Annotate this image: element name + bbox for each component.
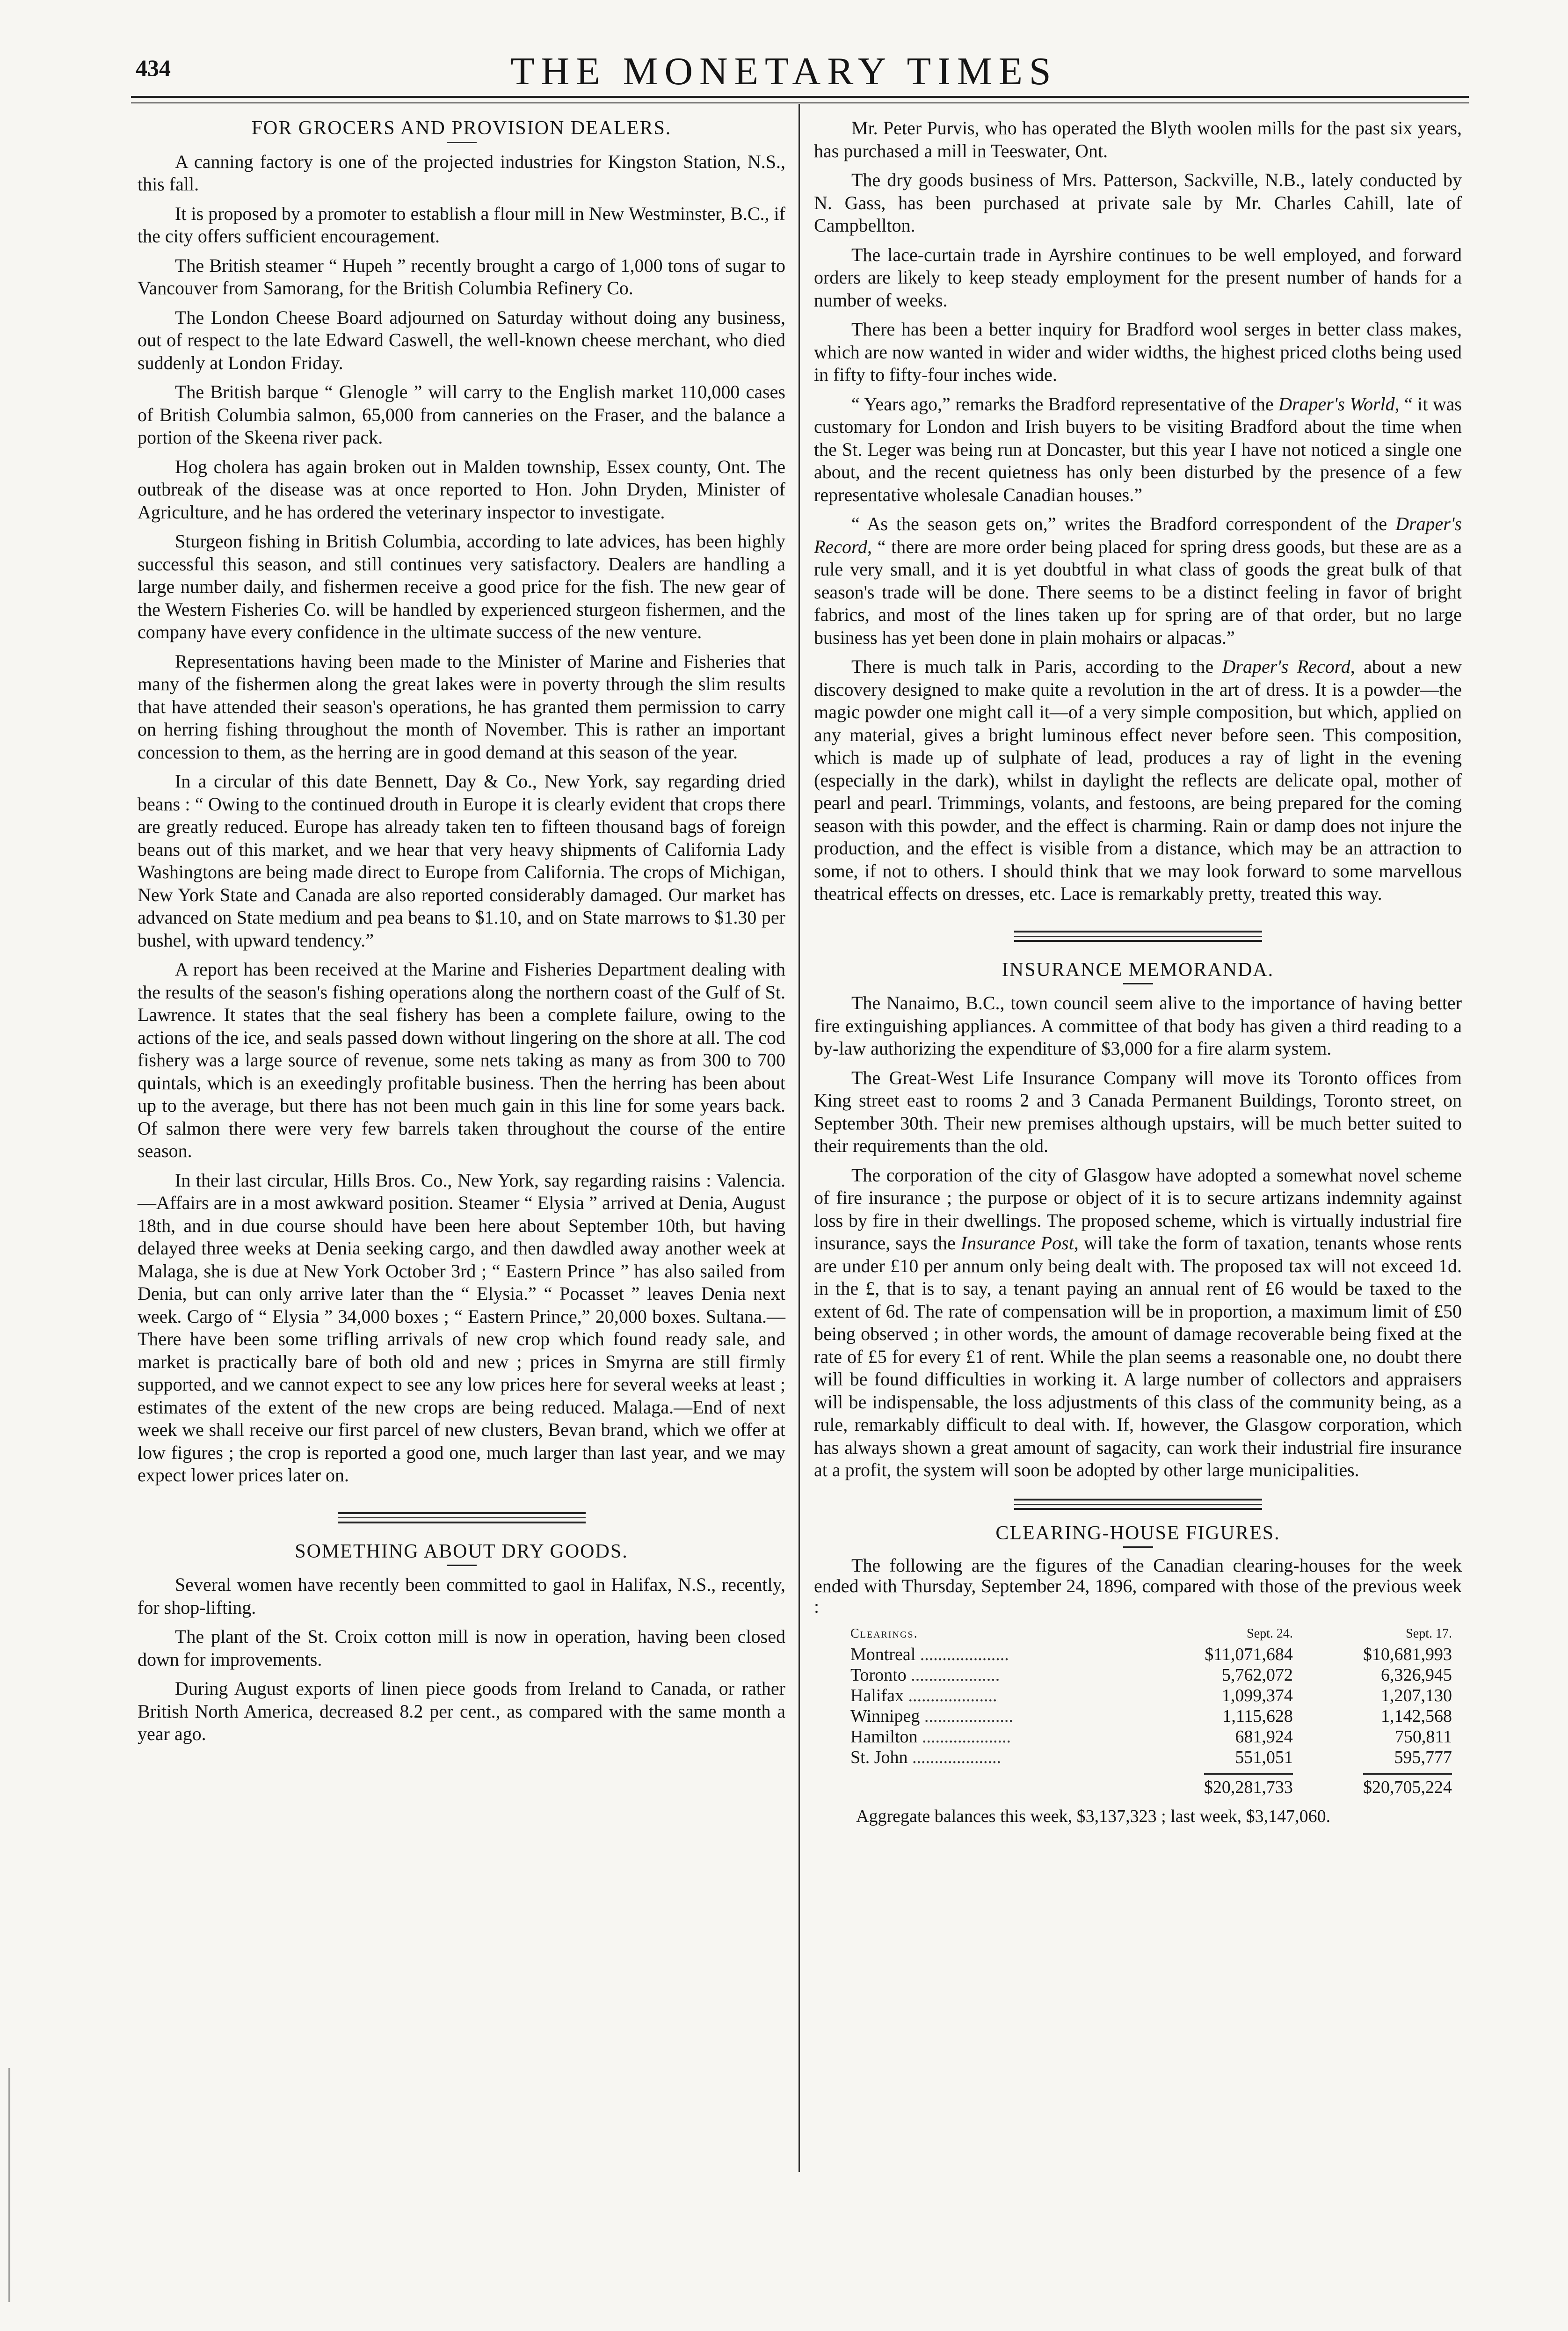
article-paragraph: The British barque “ Glenogle ” will carry to the English market 110,000 cases of British Columbia salmon, 65,000 from canneries on the Fraser, and the balance a portion of the Skeena river pack. [138, 381, 785, 448]
scan-edge-mark [8, 2068, 10, 2302]
city-name: Winnipeg [850, 1706, 920, 1726]
clearing-intro: The following are the figures of the Canadian clearing-houses for the week ended with Thursday, September 24, 1896, compared with those of the previous week : [814, 1555, 1462, 1617]
article-paragraph: Several women have recently been committed to gaol in Halifax, N.S., recently, for shop-lifting. [138, 1574, 785, 1618]
aggregate-balances: Aggregate balances this week, $3,137,323 ; last week, $3,147,060. [856, 1807, 1331, 1826]
this-week-value: 681,924 [1235, 1727, 1293, 1747]
publication-name: Insurance Post [960, 1232, 1074, 1253]
article-paragraph: The Great-West Life Insurance Company will move its Toronto offices from King street east to rooms 2 and 3 Canada Permanent Buildings, Toronto street, on September 30th. Their new premises although upstairs, will be much better suited to their requirements than the old. [814, 1067, 1462, 1156]
section-separator [1014, 1499, 1262, 1510]
title-rule [1123, 983, 1153, 984]
article-paragraph: Mr. Peter Purvis, who has operated the Blyth woolen mills for the past six years, has purchased a mill in Teeswater, Ont. [814, 117, 1462, 161]
article-paragraph: It is proposed by a promoter to establish a flour mill in New Westminster, B.C., if the city offers sufficient encouragement. [138, 203, 785, 247]
this-week-value: 1,115,628 [1222, 1706, 1293, 1726]
article-paragraph: The Nanaimo, B.C., town council seem alive to the importance of having better fire extinguishing appliances. A committee of that body has given a third reading to a by-law authorizing the expenditure of $3,000 for a fire alarm system. [814, 992, 1462, 1059]
article-paragraph [814, 393, 1462, 507]
previous-week-value: $10,681,993 [1363, 1645, 1452, 1664]
this-week-value: $11,071,684 [1205, 1645, 1293, 1664]
section-title-insurance: INSURANCE MEMORANDA. [1002, 959, 1274, 981]
section-separator [1014, 931, 1262, 942]
title-rule [447, 1565, 477, 1566]
article-paragraph [814, 1164, 1462, 1482]
table-row [822, 1706, 1459, 1726]
total-previous-week-cell [1299, 1768, 1459, 1798]
leader-dots: .................... [908, 1686, 997, 1705]
previous-week-value: 6,326,945 [1381, 1665, 1452, 1685]
article-paragraph: The dry goods business of Mrs. Patterson, Sackville, N.B., lately conducted by N. Gass, has been purchased at private sale by Mr. Charles Cahill, late of Campbellton. [814, 169, 1462, 236]
table-row [822, 1747, 1459, 1768]
previous-week-value: 750,811 [1394, 1727, 1452, 1747]
text-run: , “ it was customary for London and Irish buyers to be visiting Bradford about the time when the St. Leger was being run at Doncaster, but this year I have not noticed a single one about, and the recent quietness has only been disturbed by the presence of a few representative wholesale Canadian houses.” [814, 393, 1462, 505]
city-cell [822, 1706, 1140, 1726]
title-rule [1123, 1546, 1153, 1548]
header-rule-thin [131, 102, 1469, 103]
article-paragraph: Sturgeon fishing in British Columbia, according to late advices, has been highly successful this season, and still continues very satisfactory. Dealers are handling a large number daily, and fishermen receive a good price for the fish. The new gear of the Western Fisheries Co. will be handled by experienced sturgeon fishermen, and the company have every confidence in the ultimate success of the new venture. [138, 531, 785, 642]
article-paragraph: A canning factory is one of the projected industries for Kingston Station, N.S., this fall. [138, 151, 785, 195]
total-row [822, 1768, 1459, 1798]
leader-dots: .................... [922, 1727, 1011, 1747]
previous-week-value: 1,142,568 [1381, 1706, 1452, 1726]
article-paragraph: The plant of the St. Croix cotton mill is now in operation, having been closed down for improvements. [138, 1626, 785, 1670]
table-row [822, 1726, 1459, 1747]
city-cell [822, 1644, 1140, 1665]
previous-week-value: 1,207,130 [1381, 1686, 1452, 1705]
publication-name: Draper's World [1278, 393, 1395, 415]
column-header-city: Clearings. [850, 1626, 918, 1641]
leader-dots: .................... [911, 1665, 1000, 1685]
total-this-week-cell [1140, 1768, 1299, 1798]
article-paragraph [814, 656, 1462, 905]
table-row [822, 1685, 1459, 1706]
article-paragraph: Hog cholera has again broken out in Malden township, Essex county, Ont. The outbreak of the disease was at once reported to Hon. John Dryden, Minister of Agriculture, and he has ordered the veterinary inspector to investigate. [138, 456, 785, 523]
city-cell [822, 1685, 1140, 1706]
article-paragraph [814, 513, 1462, 649]
total-this-week: $20,281,733 [1204, 1773, 1293, 1797]
city-cell [822, 1747, 1140, 1768]
article-paragraph: The lace-curtain trade in Ayrshire continues to be well employed, and forward orders are likely to keep steady employment for the present number of hands for a number of weeks. [814, 244, 1462, 311]
page-number: 434 [136, 55, 171, 81]
article-paragraph: In a circular of this date Bennett, Day & Co., New York, say regarding dried beans : “ Owing to the continued drouth in Europe it is clearly evident that crops there are greatly reduced. Europe has already taken ten to fifteen thousand bags of foreign beans out of this market, and we hear that very heavy shipments of California Lady Washingtons are being made direct to Europe from California. The crops of Michigan, New York State and Canada are also reported considerably damaged. Our market has advanced on State medium and pea beans to $1.10, and on State marrows to $1.30 per bushel, with upward tendency.” [138, 771, 785, 951]
right-column [814, 117, 1462, 1828]
city-name: Montreal [850, 1645, 916, 1664]
table-row [822, 1644, 1459, 1665]
leader-dots: .................... [924, 1706, 1013, 1726]
section-title-dry-goods: SOMETHING ABOUT DRY GOODS. [295, 1540, 628, 1562]
text-run: “ Years ago,” remarks the Bradford representative of the [851, 393, 1279, 415]
section-title-clearing: CLEARING-HOUSE FIGURES. [995, 1522, 1280, 1544]
previous-week-value: 595,777 [1394, 1748, 1452, 1767]
city-cell [822, 1665, 1140, 1685]
section-separator [338, 1512, 586, 1523]
city-name: St. John [850, 1748, 908, 1767]
this-week-value: 1,099,374 [1221, 1686, 1293, 1705]
article-paragraph: Representations having been made to the Minister of Marine and Fisheries that many of the fishermen along the great lakes were in poverty through the slim results that have attended their season's operations, he has granted them permission to carry on herring fishing throughout the month of November. This is rather an important concession to them, as the herring are in good demand at this season of the year. [138, 650, 785, 763]
text-run: There is much talk in Paris, according to the [851, 656, 1222, 677]
total-previous-week: $20,705,224 [1363, 1773, 1452, 1797]
text-run: The corporation of the city of Glasgow have adopted a somewhat novel scheme of fire insurance ; the purpose or object of it is to secure artizans indemnity against loss by fire in their dwellings. The proposed scheme, which is virtually industrial fire insurance, says the [814, 1164, 1462, 1253]
article-paragraph: In their last circular, Hills Bros. Co., New York, say regarding raisins : Valencia.—Affairs are in a most awkward position. Steamer “ Elysia ” arrived at Denia, August 18th, and in due course should have been here about September 10th, but having delayed three weeks at Denia seeking cargo, and then dawdled away another week at Malaga, she is due at New York October 3rd ; “ Eastern Prince ” has also sailed from Denia, but can only arrive later than the “ Elysia.” “ Pocasset ” leaves Denia next week. Cargo of “ Elysia ” 34,000 boxes ; “ Eastern Prince,” 20,000 boxes. Sultana.—There have been some trifling arrivals of new crop which found ready sale, and market is practically bare of both old and new ; prices in Smyrna are still firmly supported, and we cannot expect to see any low prices here for several weeks at least ; estimates of the extent of the new crops are being reduced. Malaga.—End of next week we shall receive our first parcel of new clusters, Bevan brand, which we offer at low figures ; the crop is reported a good one, much larger than last year, and we may expect lower prices later on. [138, 1169, 785, 1486]
table-row [822, 1665, 1459, 1685]
publication-name: Draper's Record [814, 513, 1462, 557]
city-name: Halifax [850, 1686, 904, 1705]
article-paragraph: During August exports of linen piece goods from Ireland to Canada, or rather British North America, decreased 8.2 per cent., as compared with the same month a year ago. [138, 1678, 785, 1744]
clearing-table [822, 1624, 1459, 1798]
this-week-value: 5,762,072 [1221, 1665, 1293, 1685]
article-paragraph: The London Cheese Board adjourned on Saturday without doing any business, out of respect to the late Edward Caswell, the well-known cheese merchant, who died suddenly at London Friday. [138, 306, 785, 373]
article-paragraph: A report has been received at the Marine and Fisheries Department dealing with the results of the season's fishing operations along the northern coast of the Gulf of St. Lawrence. It states that the seal fishery has been a complete failure, owing to the actions of the ice, and seals passed down without lingering on the shore at all. The cod fishery was a large source of revenue, some nets taking as many as from 300 to 700 quintals, which is an exeedingly profitable business. Then the herring has been about up to the average, but there has not been much gain in this line for some years back. Of salmon there were very few barrels taken throughout the course of the entire season. [138, 959, 785, 1161]
column-header-previous-week: Sept. 17. [1406, 1626, 1452, 1641]
header-rule [131, 96, 1469, 98]
article-paragraph: There has been a better inquiry for Bradford wool serges in better class makes, which are now wanted in wider and wider widths, the highest priced cloths being used in fifty to fifty-four inches wide. [814, 319, 1462, 385]
leader-dots: .................... [920, 1645, 1009, 1664]
text-run: , about a new discovery designed to make quite a revolution in the art of dress. It is a powder—the magic powder one might call it—of a very simple composition, but which, applied on any material, gives a bright luminous effect never before seen. This composition, which is made up of sulphate of lead, produces a ray of light in the evening (especially in the dark), whilst in daylight the reflects are delicate opal, mother of pearl and pearl. Trimmings, volants, and festoons, are being prepared for the coming season with this powder, and the effect is charming. Rain or damp does not injure the production, and the effect is visible from a distance, which may be an attraction to some, if not to others. I should think that we may look forward to some marvellous theatrical effects on dresses, etc. Lace is remarkably pretty, treated this way. [814, 656, 1462, 904]
total-label-cell [822, 1768, 1140, 1798]
column-divider [799, 104, 800, 2172]
left-column [138, 117, 785, 1752]
city-cell [822, 1726, 1140, 1747]
leader-dots: .................... [912, 1748, 1001, 1767]
text-run: “ As the season gets on,” writes the Bradford correspondent of the [851, 513, 1396, 534]
column-header-this-week: Sept. 24. [1247, 1626, 1293, 1641]
text-run: , will take the form of taxation, tenants whose rents are under £10 per annum only being dealt with. The proposed tax will not exceed 1d. in the £, that is to say, a tenant paying an annual rent of £6 would be taxed to the extent of 6d. The rate of compensation will be in proportion, a maximum limit of £50 being observed ; in other words, the amount of damage recoverable being fixed at the rate of £5 for every £1 of rent. While the plan seems a reasonable one, no doubt there will be found difficulties in working it. A large number of collectors and appraisers will be indispensable, the loss adjustments of this class of the community being, as a rule, remarkably difficult to deal with. If, however, the Glasgow corporation, which has always shown a great amount of sagacity, can work their industrial fire insurance at a profit, the system will soon be adopted by other large municipalities. [814, 1232, 1462, 1480]
city-name: Hamilton [850, 1727, 918, 1747]
section-title-grocers: FOR GROCERS AND PROVISION DEALERS. [251, 117, 672, 139]
city-name: Toronto [850, 1665, 907, 1685]
masthead: THE MONETARY TIMES [510, 50, 1058, 93]
text-run: , “ there are more order being placed for spring dress goods, but these are as a rule very small, and it is yet doubtful in what class of goods the great bulk of that season's trade will be done. There seems to be a distinct feeling in favor of bright fabrics, and most of the lines taken up for spring are of that order, but no large business has yet been done in plain mohairs or alpacas.” [814, 536, 1462, 648]
title-rule [447, 142, 477, 143]
article-paragraph: The British steamer “ Hupeh ” recently brought a cargo of 1,000 tons of sugar to Vancouver from Samorang, for the British Columbia Refinery Co. [138, 255, 785, 299]
publication-name: Draper's Record [1222, 656, 1350, 677]
this-week-value: 551,051 [1235, 1748, 1293, 1767]
